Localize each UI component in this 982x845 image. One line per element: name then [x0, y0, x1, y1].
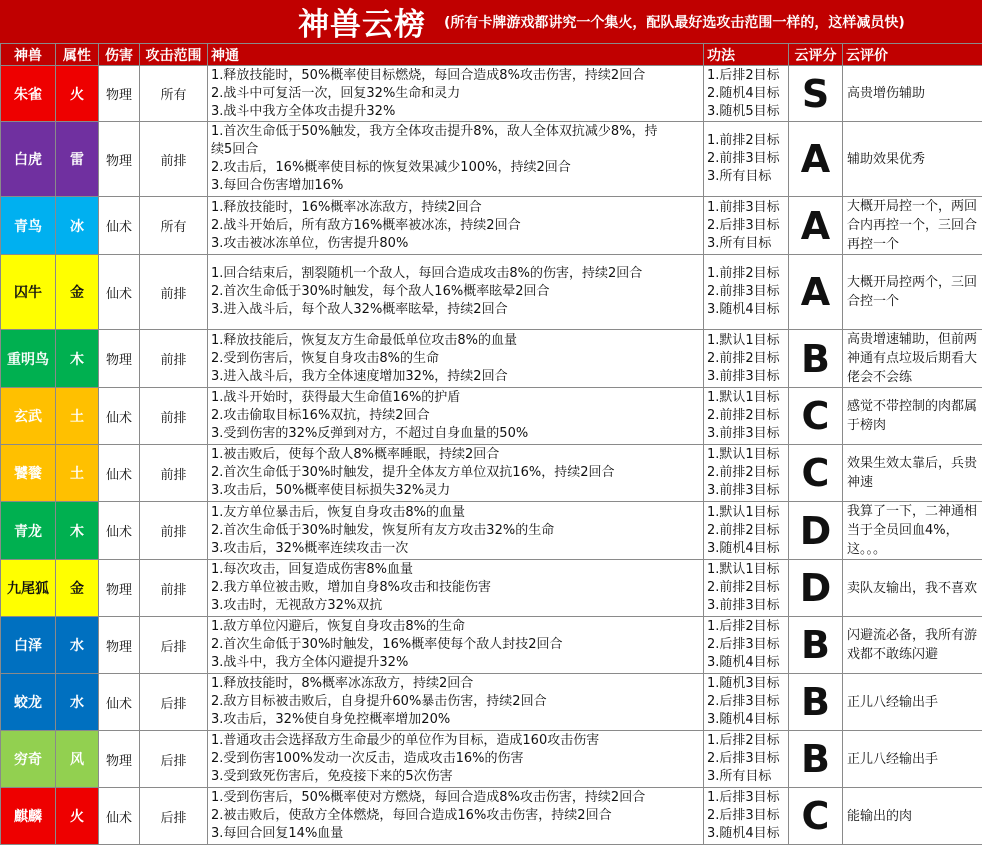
method-line: 2.前排2目标 [707, 522, 788, 540]
beast-attr: 水 [56, 617, 99, 674]
method-line: 1.随机3目标 [707, 675, 788, 693]
evaluation-text: 效果生效太靠后，兵贵神速 [843, 445, 982, 502]
grade-badge: B [789, 674, 843, 731]
grade-badge: B [789, 330, 843, 388]
attack-range: 前排 [140, 502, 208, 560]
method-line: 2.后排3目标 [707, 693, 788, 711]
attack-range: 后排 [140, 617, 208, 674]
skill-line: 1.敌方单位闪避后，恢复自身攻击8%的生命 [211, 618, 703, 636]
col-header-damage: 伤害 [99, 44, 140, 66]
methods-cell [704, 197, 789, 255]
damage-type: 仙术 [99, 788, 140, 845]
method-line: 2.前排3目标 [707, 283, 788, 301]
table-row [1, 330, 982, 388]
skill-line: 1.释放技能后，恢复友方生命最低单位攻击8%的血量 [211, 332, 703, 350]
skill-line: 2.首次生命低于30%时触发，16%概率使每个敌人封技2回合 [211, 636, 703, 654]
grade-badge: B [789, 731, 843, 788]
attack-range: 前排 [140, 330, 208, 388]
skill-line: 3.每回合回复14%血量 [211, 825, 703, 843]
skill-line: 3.受到致死伤害后，免疫接下来的5次伤害 [211, 768, 703, 786]
col-header-eval: 云评价 [843, 44, 982, 66]
evaluation-text: 闪避流必备，我所有游戏都不敢练闪避 [843, 617, 982, 674]
skill-line: 2.受到伤害100%发动一次反击，造成攻击16%的伤害 [211, 750, 703, 768]
page-subtitle: (所有卡牌游戏都讲究一个集火，配队最好选攻击范围一样的，这样减员快) [444, 12, 905, 32]
damage-type: 仙术 [99, 674, 140, 731]
evaluation-text: 正儿八经输出手 [843, 674, 982, 731]
method-line: 3.前排3目标 [707, 597, 788, 615]
attack-range: 前排 [140, 122, 208, 197]
col-header-grade: 云评分 [789, 44, 843, 66]
beast-name: 穷奇 [1, 731, 56, 788]
skill-line: 2.战斗开始后，所有敌方16%概率被冰冻，持续2回合 [211, 217, 703, 235]
damage-type: 物理 [99, 66, 140, 122]
damage-type: 仙术 [99, 197, 140, 255]
skill-line: 1.普通攻击会选择敌方生命最少的单位作为目标，造成160攻击伤害 [211, 732, 703, 750]
method-line: 2.前排2目标 [707, 464, 788, 482]
attack-range: 所有 [140, 197, 208, 255]
evaluation-text: 高贵增速辅助，但前两神通有点垃圾后期看大佬会不会练 [843, 330, 982, 388]
beast-attr: 木 [56, 502, 99, 560]
table-body [1, 66, 982, 845]
methods-cell [704, 731, 789, 788]
skill-line: 1.释放技能时，16%概率冰冻敌方，持续2回合 [211, 199, 703, 217]
damage-type: 仙术 [99, 388, 140, 445]
grade-badge: D [789, 502, 843, 560]
col-header-beast: 神兽 [1, 44, 56, 66]
beast-attr: 土 [56, 388, 99, 445]
method-line: 3.所有目标 [707, 768, 788, 786]
skill-line: 续5回合 [211, 141, 703, 159]
skill-line: 2.战斗中可复活一次，回复32%生命和灵力 [211, 85, 703, 103]
skill-line: 3.攻击时，无视敌方32%双抗 [211, 597, 703, 615]
beast-attr: 土 [56, 445, 99, 502]
beast-attr: 火 [56, 66, 99, 122]
damage-type: 仙术 [99, 255, 140, 330]
methods-cell [704, 66, 789, 122]
attack-range: 前排 [140, 560, 208, 617]
methods-cell [704, 388, 789, 445]
methods-cell [704, 330, 789, 388]
methods-cell [704, 560, 789, 617]
skills-cell [208, 255, 704, 330]
title-bar [0, 0, 982, 43]
skill-line: 1.受到伤害后，50%概率使对方燃烧，每回合造成8%攻击伤害，持续2回合 [211, 789, 703, 807]
damage-type: 物理 [99, 731, 140, 788]
method-line: 2.后排3目标 [707, 217, 788, 235]
method-line: 1.后排2目标 [707, 732, 788, 750]
methods-cell [704, 445, 789, 502]
page-title: 神兽云榜 [298, 0, 426, 44]
skill-line: 1.友方单位暴击后，恢复自身攻击8%的血量 [211, 504, 703, 522]
skill-line: 1.每次攻击，回复造成伤害8%血量 [211, 561, 703, 579]
skill-line: 2.我方单位被击败，增加自身8%攻击和技能伤害 [211, 579, 703, 597]
skill-line: 3.攻击后，32%概率连续攻击一次 [211, 540, 703, 558]
beast-name: 玄武 [1, 388, 56, 445]
evaluation-text: 卖队友输出，我不喜欢 [843, 560, 982, 617]
skills-cell [208, 560, 704, 617]
beast-attr: 金 [56, 255, 99, 330]
table-row [1, 122, 982, 197]
method-line: 1.前排2目标 [707, 132, 788, 150]
evaluation-text: 能输出的肉 [843, 788, 982, 845]
method-line: 2.随机4目标 [707, 85, 788, 103]
skill-line: 3.攻击被冰冻单位，伤害提升80% [211, 235, 703, 253]
damage-type: 物理 [99, 560, 140, 617]
beast-name: 朱雀 [1, 66, 56, 122]
skill-line: 2.敌方目标被击败后，自身提升60%暴击伤害，持续2回合 [211, 693, 703, 711]
method-line: 1.默认1目标 [707, 389, 788, 407]
skills-cell [208, 330, 704, 388]
grade-badge: C [789, 388, 843, 445]
methods-cell [704, 788, 789, 845]
table-row [1, 388, 982, 445]
skills-cell [208, 66, 704, 122]
method-line: 3.随机4目标 [707, 711, 788, 729]
method-line: 3.随机4目标 [707, 654, 788, 672]
beast-name: 青龙 [1, 502, 56, 560]
skill-line: 3.进入战斗后，每个敌人32%概率眩晕，持续2回合 [211, 301, 703, 319]
evaluation-text: 高贵增伤辅助 [843, 66, 982, 122]
skill-line: 1.回合结束后，割裂随机一个敌人，每回合造成攻击8%的伤害，持续2回合 [211, 265, 703, 283]
skill-line: 2.攻击后，16%概率使目标的恢复效果减少100%，持续2回合 [211, 159, 703, 177]
method-line: 1.默认1目标 [707, 504, 788, 522]
damage-type: 物理 [99, 330, 140, 388]
attack-range: 后排 [140, 731, 208, 788]
table-row [1, 66, 982, 122]
evaluation-text: 大概开局控一个，两回合内再控一个，三回合再控一个 [843, 197, 982, 255]
skills-cell [208, 197, 704, 255]
beast-attr: 水 [56, 674, 99, 731]
col-header-methods: 功法 [704, 44, 789, 66]
method-line: 3.前排3目标 [707, 482, 788, 500]
method-line: 2.前排3目标 [707, 150, 788, 168]
skill-line: 1.首次生命低于50%触发，我方全体攻击提升8%，敌人全体双抗减少8%，持 [211, 123, 703, 141]
skills-cell [208, 502, 704, 560]
skill-line: 2.被击败后，使敌方全体燃烧，每回合造成16%攻击伤害，持续2回合 [211, 807, 703, 825]
beast-attr: 雷 [56, 122, 99, 197]
method-line: 1.后排2目标 [707, 67, 788, 85]
grade-badge: A [789, 197, 843, 255]
method-line: 1.默认1目标 [707, 332, 788, 350]
method-line: 3.所有目标 [707, 235, 788, 253]
method-line: 2.后排3目标 [707, 636, 788, 654]
skills-cell [208, 445, 704, 502]
beast-name: 白泽 [1, 617, 56, 674]
beast-name: 囚牛 [1, 255, 56, 330]
skills-cell [208, 388, 704, 445]
beast-name: 麒麟 [1, 788, 56, 845]
method-line: 3.随机5目标 [707, 103, 788, 121]
method-line: 1.默认1目标 [707, 561, 788, 579]
method-line: 2.前排2目标 [707, 407, 788, 425]
method-line: 1.前排3目标 [707, 199, 788, 217]
table-row [1, 674, 982, 731]
table-row [1, 731, 982, 788]
method-line: 2.前排2目标 [707, 350, 788, 368]
beast-name: 蛟龙 [1, 674, 56, 731]
attack-range: 所有 [140, 66, 208, 122]
skill-line: 2.攻击偷取目标16%双抗，持续2回合 [211, 407, 703, 425]
table-row [1, 445, 982, 502]
damage-type: 物理 [99, 122, 140, 197]
method-line: 3.前排3目标 [707, 368, 788, 386]
skill-line: 3.每回合伤害增加16% [211, 177, 703, 195]
method-line: 1.默认1目标 [707, 446, 788, 464]
skill-line: 2.首次生命低于30%时触发，提升全体友方单位双抗16%，持续2回合 [211, 464, 703, 482]
methods-cell [704, 122, 789, 197]
beast-name: 重明鸟 [1, 330, 56, 388]
ranking-table [0, 43, 982, 845]
grade-badge: C [789, 788, 843, 845]
skill-line: 3.攻击后，50%概率使目标损失32%灵力 [211, 482, 703, 500]
beast-attr: 金 [56, 560, 99, 617]
method-line: 3.所有目标 [707, 168, 788, 186]
method-line: 2.后排3目标 [707, 750, 788, 768]
skill-line: 3.受到伤害的32%反弹到对方，不超过自身血量的50% [211, 425, 703, 443]
damage-type: 仙术 [99, 502, 140, 560]
table-row [1, 788, 982, 845]
col-header-attr: 属性 [56, 44, 99, 66]
methods-cell [704, 617, 789, 674]
method-line: 1.后排3目标 [707, 789, 788, 807]
table-row [1, 502, 982, 560]
method-line: 3.随机4目标 [707, 825, 788, 843]
attack-range: 后排 [140, 788, 208, 845]
method-line: 1.前排2目标 [707, 265, 788, 283]
beast-attr: 风 [56, 731, 99, 788]
grade-badge: D [789, 560, 843, 617]
beast-name: 白虎 [1, 122, 56, 197]
col-header-skills: 神通 [208, 44, 704, 66]
grade-badge: A [789, 122, 843, 197]
attack-range: 前排 [140, 255, 208, 330]
methods-cell [704, 255, 789, 330]
grade-badge: A [789, 255, 843, 330]
skills-cell [208, 674, 704, 731]
skill-line: 2.首次生命低于30%时触发，每个敌人16%概率眩晕2回合 [211, 283, 703, 301]
evaluation-text: 感觉不带控制的肉都属于榜肉 [843, 388, 982, 445]
method-line: 2.前排2目标 [707, 579, 788, 597]
skill-line: 2.首次生命低于30%时触发，恢复所有友方攻击32%的生命 [211, 522, 703, 540]
damage-type: 仙术 [99, 445, 140, 502]
skill-line: 1.战斗开始时，获得最大生命值16%的护盾 [211, 389, 703, 407]
attack-range: 前排 [140, 445, 208, 502]
skill-line: 3.攻击后，32%使自身免控概率增加20% [211, 711, 703, 729]
evaluation-text: 大概开局控两个，三回合控一个 [843, 255, 982, 330]
skills-cell [208, 788, 704, 845]
method-line: 1.后排2目标 [707, 618, 788, 636]
method-line: 3.随机4目标 [707, 540, 788, 558]
col-header-range: 攻击范围 [140, 44, 208, 66]
evaluation-text: 我算了一下，二神通相当于全员回血4%，这。。。 [843, 502, 982, 560]
table-row [1, 255, 982, 330]
beast-name: 青鸟 [1, 197, 56, 255]
skill-line: 3.战斗中我方全体攻击提升32% [211, 103, 703, 121]
skills-cell [208, 122, 704, 197]
beast-attr: 木 [56, 330, 99, 388]
evaluation-text: 正儿八经输出手 [843, 731, 982, 788]
damage-type: 物理 [99, 617, 140, 674]
beast-name: 饕餮 [1, 445, 56, 502]
skill-line: 1.被击败后，使每个敌人8%概率睡眠，持续2回合 [211, 446, 703, 464]
method-line: 3.前排3目标 [707, 425, 788, 443]
table-row [1, 560, 982, 617]
methods-cell [704, 674, 789, 731]
grade-badge: B [789, 617, 843, 674]
header-row [1, 44, 982, 66]
skill-line: 3.进入战斗后，我方全体速度增加32%，持续2回合 [211, 368, 703, 386]
grade-badge: S [789, 66, 843, 122]
beast-attr: 冰 [56, 197, 99, 255]
skill-line: 1.释放技能时，8%概率冰冻敌方，持续2回合 [211, 675, 703, 693]
methods-cell [704, 502, 789, 560]
table-row [1, 197, 982, 255]
skills-cell [208, 617, 704, 674]
skill-line: 2.受到伤害后，恢复自身攻击8%的生命 [211, 350, 703, 368]
method-line: 3.随机4目标 [707, 301, 788, 319]
method-line: 2.后排3目标 [707, 807, 788, 825]
beast-name: 九尾狐 [1, 560, 56, 617]
evaluation-text: 辅助效果优秀 [843, 122, 982, 197]
attack-range: 后排 [140, 674, 208, 731]
table-row [1, 617, 982, 674]
skill-line: 3.战斗中，我方全体闪避提升32% [211, 654, 703, 672]
grade-badge: C [789, 445, 843, 502]
beast-attr: 火 [56, 788, 99, 845]
skills-cell [208, 731, 704, 788]
skill-line: 1.释放技能时，50%概率使目标燃烧，每回合造成8%攻击伤害，持续2回合 [211, 67, 703, 85]
attack-range: 前排 [140, 388, 208, 445]
